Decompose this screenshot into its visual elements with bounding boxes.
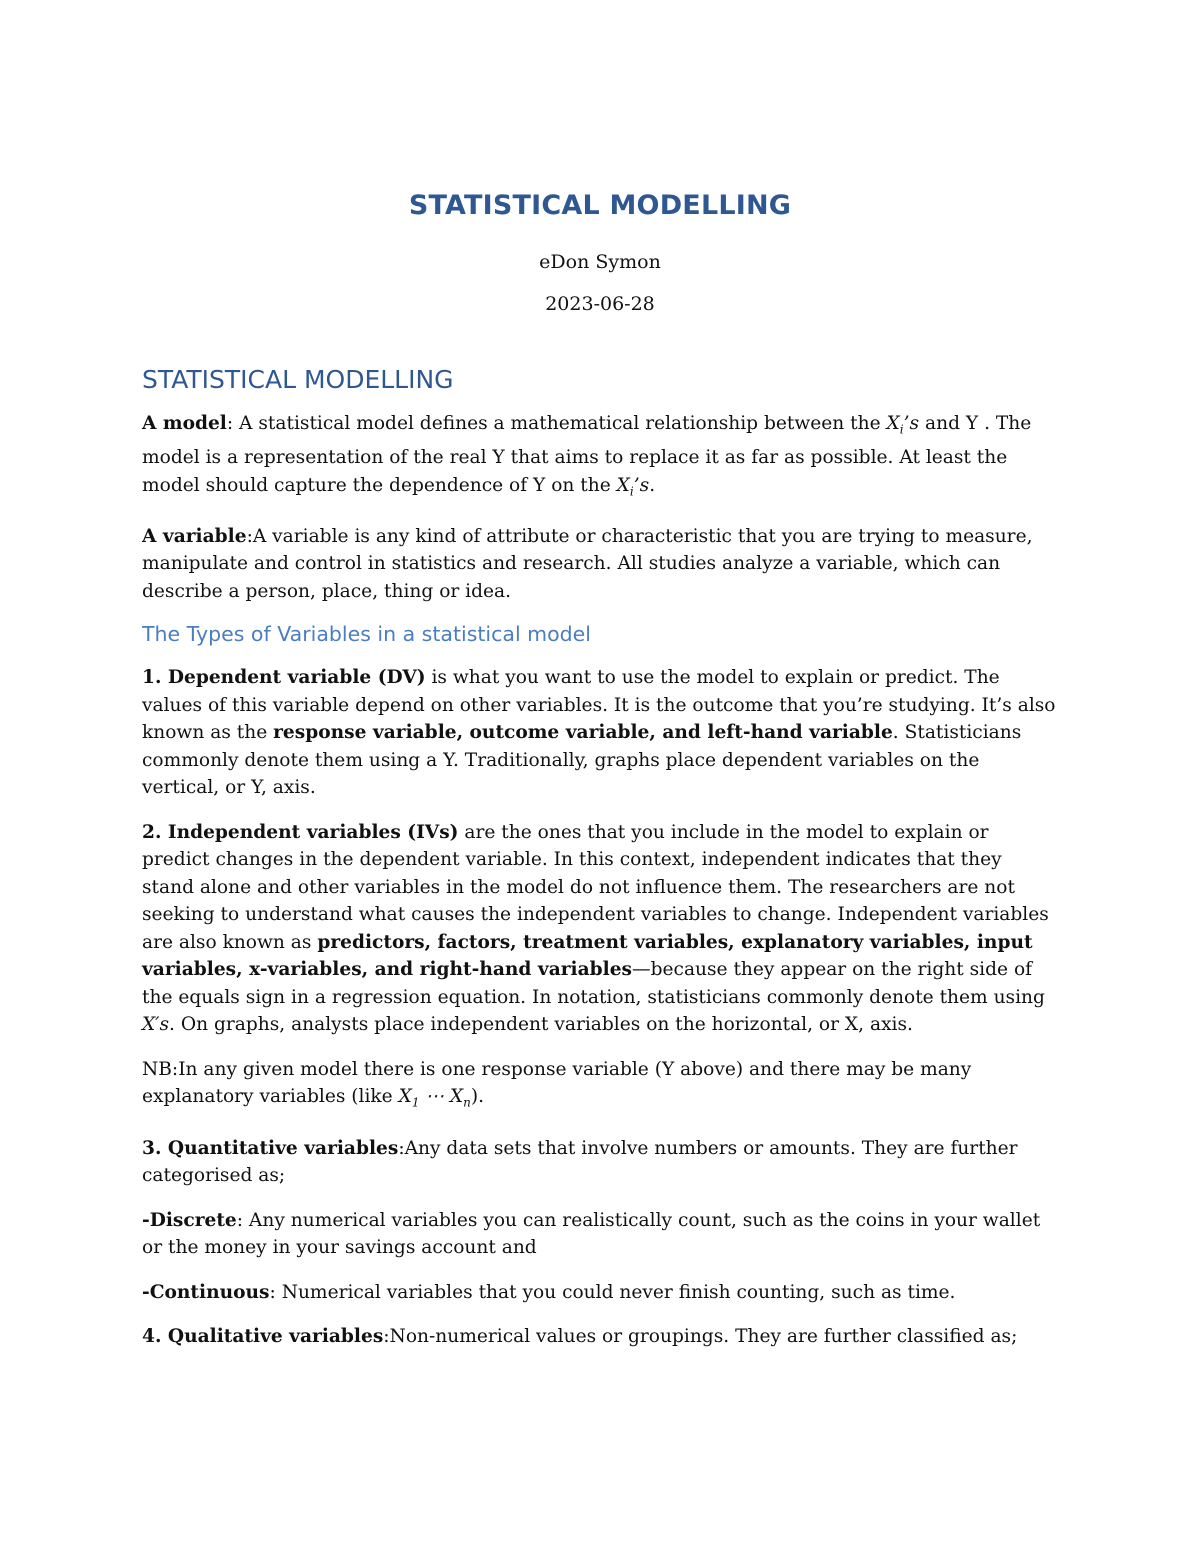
section-heading: STATISTICAL MODELLING [142,365,454,394]
variable-label: A variable [142,525,247,547]
types-heading: The Types of Variables in a statistical model [142,622,591,647]
document-date: 2023-06-28 [545,293,655,315]
independent-variable-paragraph: 2. Independent variables (IVs) are the ones that you include in the model to explain or predict changes in the dependent variable. In this context, independent indicates that they stand alone and other variables in the model do not influence them. The researchers are not seeking to understand what causes the independent variables to change. Independent variables are also known as predictors, factors, treatment variables, explanatory variables, input variables, x-variables, and right-hand variables—because they appear on the right side of the equals sign in a regression equation. In notation, statisticians commonly denote them using X′s. On graphs, analysts place independent variables on the horizontal, or X, axis. [142,821,1049,1036]
qual-label: 4. Qualitative variables [142,1326,384,1348]
nb-paragraph: NB:In any given model there is one response variable (Y above) and there may be many explanatory variables (like $X_1$ ⋯ $X_n$). [142,1058,972,1111]
variable-definition-paragraph: A variable:A variable is any kind of attribute or characteristic that you are trying to measure, manipulate and control in statistics and research. All studies analyze a variable, which can describe a person, place, thing or idea. [142,525,1033,602]
qualitative-paragraph: 4. Qualitative variables:Non-numerical values or groupings. They are further classified as; [142,1326,1018,1348]
document-title: STATISTICAL MODELLING [408,190,792,221]
document-author: eDon Symon [539,251,661,273]
quant-label: 3. Quantitative variables [142,1137,399,1159]
model-definition-paragraph: A model: A statistical model defines a mathematical relationship between the $X_i’s$ and Y . The model is a representation of the real Y that aims to replace it as far as possible. At least the model should capture the dependence of Y on the $X_i’s$. [142,413,1032,499]
math-x1-xn: $X_1$ ⋯ $X_n$ [398,1086,471,1111]
model-label: A model [142,413,227,434]
math-xi-2: $X_i’s$ [616,474,650,499]
continuous-paragraph: -Continuous: Numerical variables that you could never finish counting, such as time. [142,1281,956,1303]
iv-label: 2. Independent variables (IVs) [142,821,459,843]
math-x-prime: X′s [142,1014,170,1036]
discrete-label: -Discrete [142,1209,237,1231]
dv-label: 1. Dependent variable (DV) [142,667,426,689]
math-xi: $X_i’s$ [886,413,920,437]
quantitative-paragraph: 3. Quantitative variables:Any data sets that involve numbers or amounts. They are further categorised as; [142,1137,1018,1187]
discrete-paragraph: -Discrete: Any numerical variables you can realistically count, such as the coins in your wallet or the money in your savings account and [142,1209,1041,1259]
dependent-variable-paragraph: 1. Dependent variable (DV) is what you want to use the model to explain or predict. The values of this variable depend on other variables. It is the outcome that you’re studying. It’s also known as the response variable, outcome variable, and left-hand variable. Statisticians commonly denote them using a Y. Traditionally, graphs place dependent variables on the vertical, or Y, axis. [142,667,1056,799]
continuous-label: -Continuous [142,1281,270,1303]
